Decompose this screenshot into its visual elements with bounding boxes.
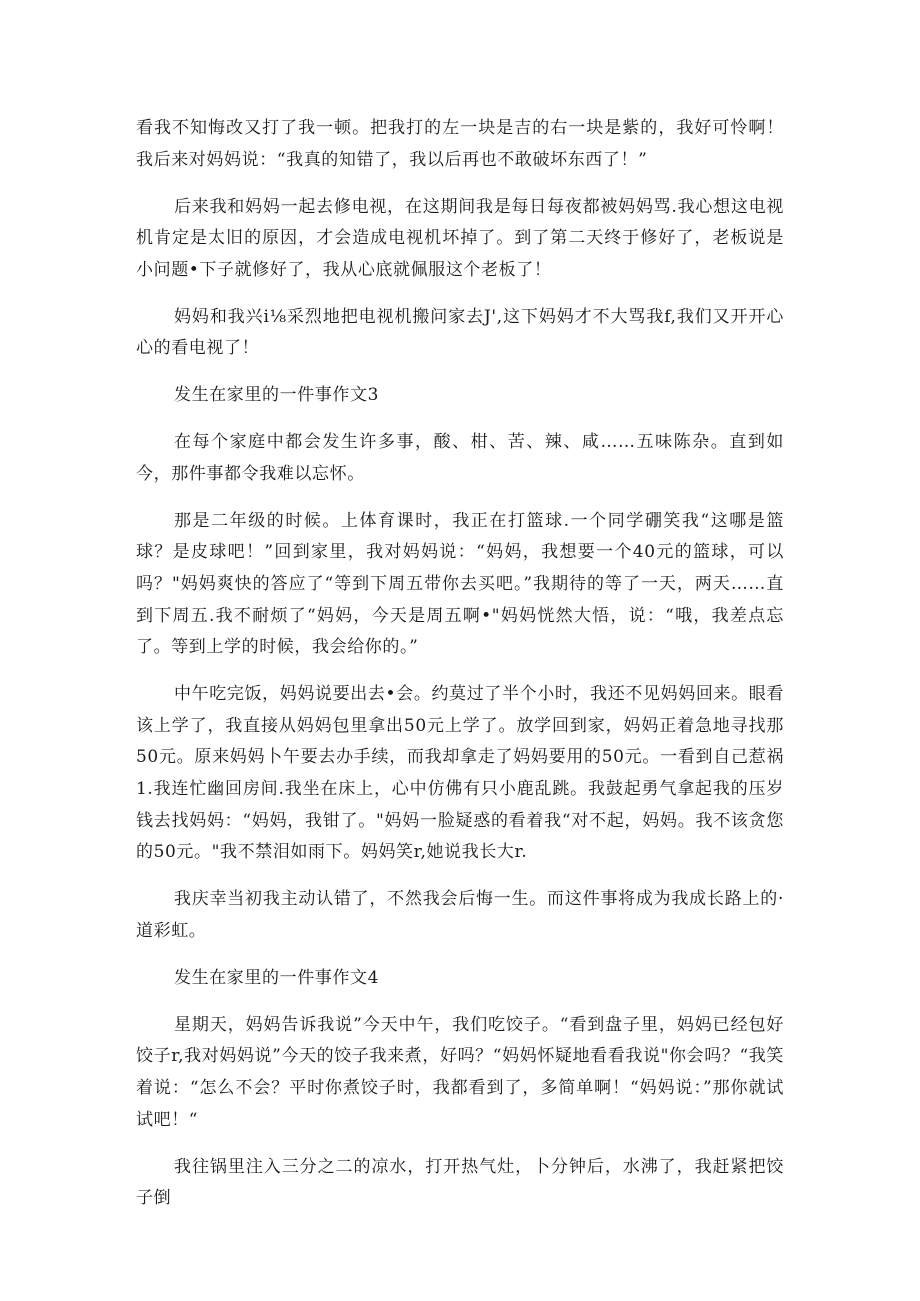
section-heading: 发生在家里的一件事作文3 xyxy=(174,385,380,406)
paragraph: 星期天，妈妈告诉我说”今天中午，我们吃饺子。“看到盘子里，妈妈已经包好饺子r,我对妈妈说”今天的饺子我来煮，好吗？“妈妈怀疑地看看我说"你会吗？“我笑着说：“怎么不会？平时你煮饺子时，我都看到了，多简单啊！“妈妈说：”那你就试试吧！“ xyxy=(136,1014,784,1130)
paragraph: 后来我和妈妈一起去修电视，在这期间我是每日每夜都被妈妈骂.我心想这电视机肯定是太旧的原因，才会造成电视机坏掉了。到了第二天终于修好了，老板说是小问题•下子就修好了，我从心底就佩服这个老板了！ xyxy=(136,196,784,280)
section-heading: 发生在家里的一件事作文4 xyxy=(174,967,380,988)
paragraph: 那是二年级的时候。上体育课时，我正在打篮球.一个同学硼笑我“这哪是篮球？是皮球吧！”回到家里，我对妈妈说：“妈妈，我想要一个40元的篮球，可以吗？"妈妈爽快的答应了“等到下周五带你去买吧。”我期待的等了一天，两天……直到下周五.我不耐烦了“妈妈，今天是周五啊•"妈妈恍然大悟，说：“哦，我差点忘了。等到上学的时候，我会给你的。” xyxy=(136,510,784,658)
document-body xyxy=(136,113,784,1230)
paragraph: 妈妈和我兴i⅛采烈地把电视机搬问家去J',这下妈妈才不大骂我f,我们又开开心心的看电视了！ xyxy=(136,306,784,359)
paragraph: 我庆幸当初我主动认错了，不然我会后悔一生。而这件事将成为我成长路上的·道彩虹。 xyxy=(136,889,784,941)
paragraph: 中午吃完饭，妈妈说要出去•会。约莫过了半个小时，我还不见妈妈回来。眼看该上学了，我直接从妈妈包里拿出50元上学了。放学回到家，妈妈正着急地寻找那50元。原来妈妈卜午要去办手续，而我却拿走了妈妈要用的50元。一看到自己惹祸1.我连忙幽回房间.我坐在床上，心中仿佛有只小鹿乱跳。我鼓起勇气拿起我的压岁钱去找妈妈：“妈妈，我钳了。"妈妈一脸疑惑的看着我“对不起，妈妈。我不该贪您的50元。"我不禁泪如雨下。妈妈笑r,她说我长大r. xyxy=(136,684,784,863)
paragraph: 在每个家庭中都会发生许多事，酸、柑、苦、辣、咸……五味陈杂。直到如今，那件事都令我难以忘怀。 xyxy=(136,432,784,484)
paragraph: 看我不知悔改又打了我一顿。把我打的左一块是吉的右一块是紫的，我好可怜啊！我后来对妈妈说：“我真的知错了，我以后再也不敢破坏东西了！” xyxy=(136,118,784,170)
paragraph: 我往锅里注入三分之二的凉水，打开热气灶，卜分钟后，水沸了，我赶紧把饺子倒 xyxy=(136,1156,784,1209)
